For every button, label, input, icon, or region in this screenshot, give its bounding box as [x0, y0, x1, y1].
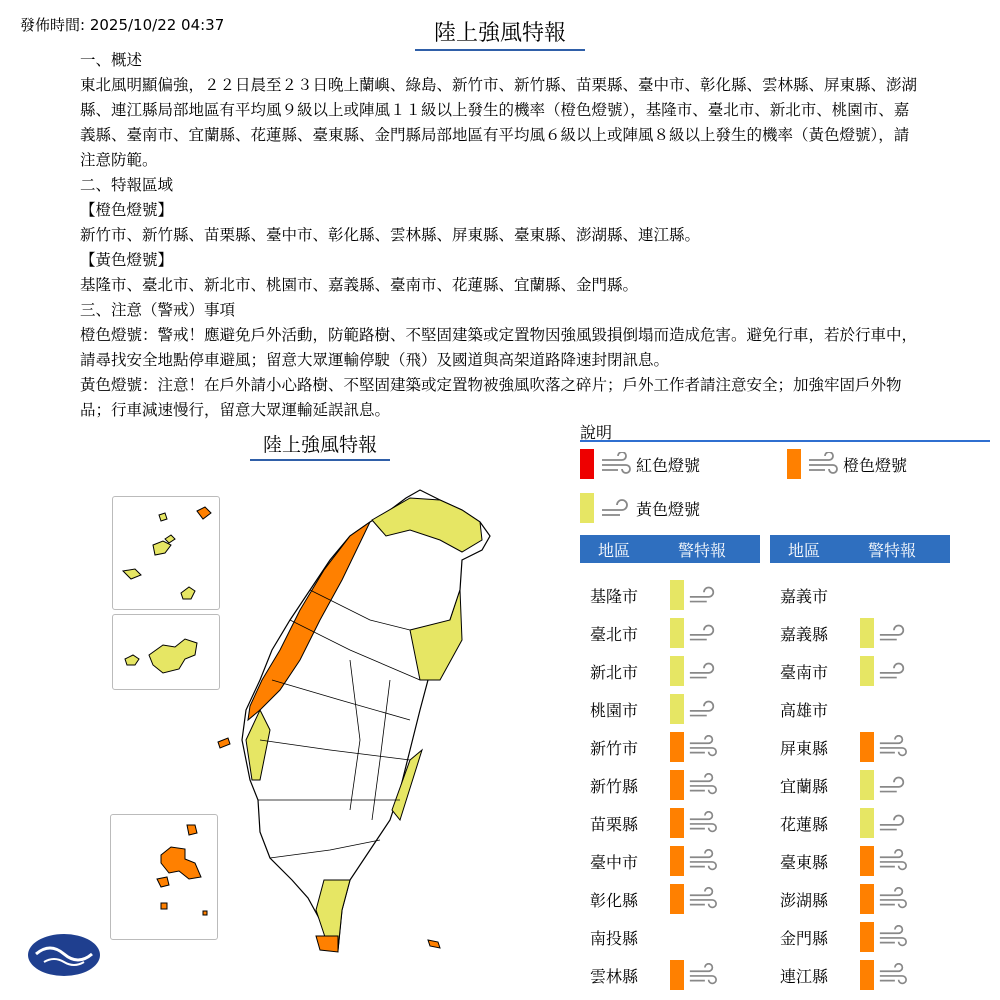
wind-strong-icon [878, 963, 908, 987]
wind-strong-icon [688, 963, 718, 987]
yellow-alert-bar [860, 618, 874, 648]
table-row [580, 652, 718, 690]
table-row [770, 880, 908, 918]
orange-areas: 新竹市、新竹縣、苗栗縣、臺中市、彰化縣、雲林縣、屏東縣、臺東縣、澎湖縣、連江縣。 [80, 226, 701, 244]
region-name: 南投縣 [590, 928, 639, 948]
region-name: 臺中市 [590, 852, 639, 872]
region-name: 澎湖縣 [780, 890, 829, 910]
region-name: 嘉義市 [780, 586, 829, 606]
table-row [580, 918, 670, 956]
region-name: 臺東縣 [780, 852, 829, 872]
table-row [770, 576, 860, 614]
kinmen-inset [112, 614, 220, 690]
table-row [580, 728, 718, 766]
table-row [770, 652, 908, 690]
table-row [580, 880, 718, 918]
table-row [770, 766, 908, 804]
wind-light-icon [688, 697, 718, 721]
table-row [770, 842, 908, 880]
report-body [80, 48, 920, 423]
page-title: 陸上強風特報 [415, 16, 585, 51]
wind-strong-icon [878, 849, 908, 873]
table-row [770, 690, 860, 728]
region-name: 桃園市 [590, 700, 639, 720]
yellow-alert-bar [860, 770, 874, 800]
orange-alert-bar [670, 808, 684, 838]
issue-time: 發佈時間: 2025/10/22 04:37 [20, 16, 225, 34]
kinmen-islands [113, 615, 219, 689]
legend-orange-label: 橙色燈號 [843, 455, 908, 475]
region-name: 新竹市 [590, 738, 639, 758]
region-name: 臺北市 [590, 624, 639, 644]
table-row [580, 766, 718, 804]
wind-strong-icon [688, 811, 718, 835]
wind-strong-icon [688, 887, 718, 911]
wind-strong-icon [688, 849, 718, 873]
legend-red [580, 449, 700, 479]
wind-strong-icon [688, 773, 718, 797]
orange-alert-bar [670, 770, 684, 800]
wind-strong-icon [878, 735, 908, 759]
matsu-islands [113, 497, 219, 609]
wind-strong-icon [688, 735, 718, 759]
wind-light-icon [878, 659, 908, 683]
region-name: 新北市 [590, 662, 639, 682]
section-2-heading: 二、特報區域 [80, 176, 174, 194]
region-name: 彰化縣 [590, 890, 639, 910]
table-row [580, 842, 718, 880]
penghu-islands [111, 815, 217, 939]
col-alert: 警特報 [868, 540, 917, 560]
yellow-heading: 【黃色燈號】 [80, 251, 174, 269]
wind-light-icon [600, 496, 632, 520]
table-row [770, 804, 908, 842]
col-region: 地區 [598, 540, 631, 560]
region-name: 高雄市 [780, 700, 829, 720]
penghu-inset [110, 814, 218, 940]
table-row [580, 614, 718, 652]
wind-light-icon [688, 621, 718, 645]
yellow-alert-bar [860, 808, 874, 838]
orange-alert-bar [670, 960, 684, 990]
col-alert: 警特報 [678, 540, 727, 560]
yellow-alert-bar [670, 694, 684, 724]
cwa-logo-icon [26, 932, 102, 978]
region-name: 苗栗縣 [590, 814, 639, 834]
table-row [580, 690, 718, 728]
wind-light-icon [878, 621, 908, 645]
table-row [770, 918, 908, 956]
legend-orange [787, 449, 907, 479]
orange-heading: 【橙色燈號】 [80, 201, 174, 219]
map-title: 陸上強風特報 [250, 430, 390, 461]
legend-title: 說明 [580, 423, 613, 442]
matsu-inset [112, 496, 220, 610]
wind-strong-icon [878, 887, 908, 911]
table-row [580, 804, 718, 842]
orange-swatch [787, 449, 801, 479]
yellow-alert-bar [860, 656, 874, 686]
wind-light-icon [878, 811, 908, 835]
overview-text: 東北風明顯偏強，２２日晨至２３日晚上蘭嶼、綠島、新竹市、新竹縣、苗栗縣、臺中市、彰化縣、雲林縣、屏東縣、澎湖縣、連江縣局部地區有平均風９級以上或陣風１１級以上發生的機率（橙色燈號），基隆市、臺北市、新北市、桃園市、嘉義縣、臺南市、宜蘭縣、花蓮縣、臺東縣、金門縣局部地區有平均風６級以上或陣風８級以上發生的機率（黃色燈號），請注意防範。 [80, 76, 918, 169]
region-name: 花蓮縣 [780, 814, 829, 834]
wind-strong-icon [807, 452, 839, 476]
orange-alert-bar [860, 922, 874, 952]
region-name: 雲林縣 [590, 966, 639, 986]
section-1-heading: 一、概述 [80, 51, 143, 69]
wind-strong-icon [600, 452, 632, 476]
table-row [770, 956, 908, 994]
legend-yellow-label: 黃色燈號 [636, 499, 701, 519]
orange-alert-bar [860, 960, 874, 990]
region-name: 新竹縣 [590, 776, 639, 796]
region-name: 嘉義縣 [780, 624, 829, 644]
orange-note: 橙色燈號：警戒！應避免戶外活動，防範路樹、不堅固建築或定置物因強風毀損倒塌而造成危害。避免行車，若於行車中，請尋找安全地點停車避風；留意大眾運輸停駛（飛）及國道與高架道路降速封閉訊息。 [80, 326, 918, 369]
table-row [770, 614, 908, 652]
wind-light-icon [878, 773, 908, 797]
yellow-alert-bar [670, 580, 684, 610]
orange-alert-bar [860, 732, 874, 762]
wind-light-icon [688, 659, 718, 683]
orange-alert-bar [670, 732, 684, 762]
legend-divider [580, 440, 990, 442]
table-header [580, 535, 760, 563]
yellow-swatch [580, 493, 594, 523]
region-name: 屏東縣 [780, 738, 829, 758]
table-row [770, 728, 908, 766]
table-header [770, 535, 950, 563]
table-row [580, 576, 718, 614]
region-name: 金門縣 [780, 928, 829, 948]
yellow-areas: 基隆市、臺北市、新北市、桃園市、嘉義縣、臺南市、花蓮縣、宜蘭縣、金門縣。 [80, 276, 639, 294]
region-name: 臺南市 [780, 662, 829, 682]
region-table-left [580, 535, 760, 563]
region-name: 基隆市 [590, 586, 639, 606]
region-table-right [770, 535, 950, 563]
taiwan-map [110, 480, 540, 980]
orange-alert-bar [860, 884, 874, 914]
orange-alert-bar [670, 846, 684, 876]
legend-yellow [580, 493, 700, 523]
legend-red-label: 紅色燈號 [636, 455, 701, 475]
red-swatch [580, 449, 594, 479]
wind-strong-icon [878, 925, 908, 949]
wind-light-icon [688, 583, 718, 607]
orange-alert-bar [670, 884, 684, 914]
col-region: 地區 [788, 540, 821, 560]
orange-alert-bar [860, 846, 874, 876]
section-3-heading: 三、注意（警戒）事項 [80, 301, 236, 319]
region-name: 連江縣 [780, 966, 829, 986]
yellow-alert-bar [670, 618, 684, 648]
yellow-alert-bar [670, 656, 684, 686]
yellow-note: 黃色燈號：注意！在戶外請小心路樹、不堅固建築或定置物被強風吹落之碎片；戶外工作者請注意安全；加強牢固戶外物品；行車減速慢行，留意大眾運輸延誤訊息。 [80, 376, 902, 419]
table-row [580, 956, 718, 994]
region-name: 宜蘭縣 [780, 776, 829, 796]
